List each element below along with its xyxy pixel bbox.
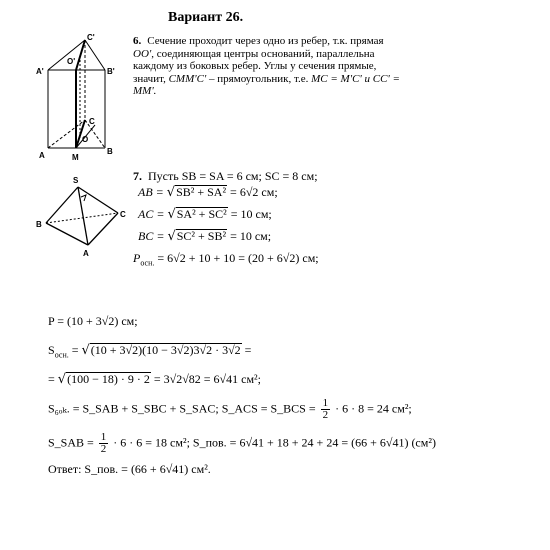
page-title: Вариант 26.	[168, 10, 244, 25]
label-s: S	[73, 176, 79, 185]
label-a2: A	[83, 249, 89, 258]
problem-6-text: 6. Сечение проходит через одно из ребер, т.к. прямая OO', соединяющая центры оснований, параллельна каждому из боковых ребер. Углы у сечения прямые, значит, CMM'C' – прямоугольник, т.е. MC = M'C' и CC' = MM'.	[133, 35, 400, 97]
label-c: C	[89, 117, 95, 126]
label-o: O	[82, 135, 89, 144]
label-a: A	[39, 151, 45, 160]
label-b2: B	[36, 220, 42, 229]
problem-6-number: 6.	[133, 35, 142, 47]
label-c-prime: C'	[87, 33, 95, 42]
bc-formula: BC = √SC² + SB² = 10 см;	[138, 229, 272, 244]
prism-figure	[34, 30, 134, 165]
label-b: B	[107, 147, 113, 156]
label-m: M	[72, 153, 79, 162]
label-c2: C	[120, 210, 126, 219]
problem-7-given: 7. Пусть SB = SA = 6 см; SC = 8 см;	[133, 169, 318, 183]
label-o-prime: O'	[67, 57, 76, 66]
pyramid-figure	[36, 175, 131, 260]
solution-line-3: = √(100 − 18) · 9 · 2 = 3√2√82 = 6√41 см²;	[48, 372, 261, 387]
answer-line: Ответ: S_пов. = (66 + 6√41) см².	[48, 462, 211, 476]
label-a-prime: A'	[36, 67, 44, 76]
solution-line-1: P = (10 + 3√2) см;	[48, 314, 138, 328]
perimeter-formula: $P_{осн.} = 6√2 + 10 + 10 = (20 + 6√2)$ см;	[133, 251, 319, 268]
ab-formula: AB = √SB² + SA² = 6√2 см;	[138, 185, 278, 200]
ac-formula: AC = √SA² + SC² = 10 см;	[138, 207, 272, 222]
label-b-prime: B'	[107, 67, 115, 76]
solution-line-4: S₆ₒₖ. = S_SAB + S_SBC + S_SAC; S_ACS = S_BCS = $\frac{1}{2}$ · 6 · 8 = 24 см²;	[48, 397, 412, 421]
solution-line-2: $S_{осн.} = √(10 + 3√2)(10 - 3√2)3√2 \cdot 3√2$ =	[48, 343, 252, 360]
solution-line-5: S_SAB = $\frac{1}{2}$ · 6 · 6 = 18 см²; S_пов. = 6√41 + 18 + 24 + 24 = (66 + 6√41) (см²)	[48, 431, 436, 455]
